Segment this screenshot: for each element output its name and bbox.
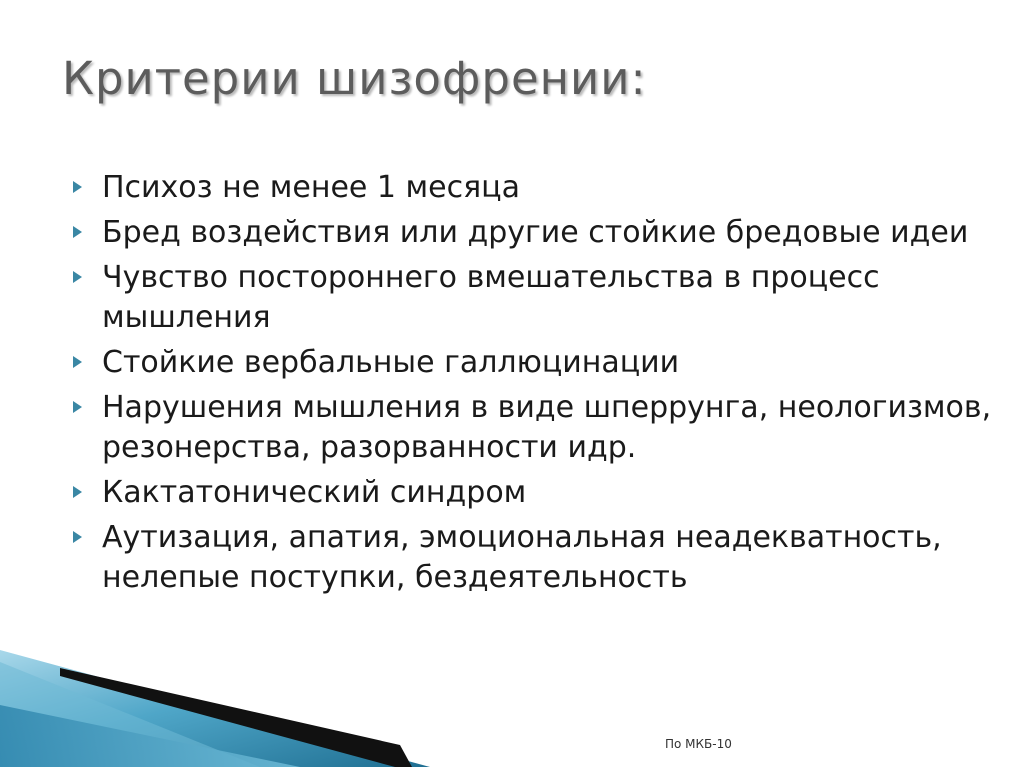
bullet-arrow-icon	[73, 531, 82, 543]
list-item-text: Чувство постороннего вмешательства в процесс мышления	[102, 260, 880, 335]
list-item-text: Психоз не менее 1 месяца	[102, 170, 520, 205]
list-item	[72, 473, 992, 513]
criteria-list	[72, 168, 992, 603]
list-item	[72, 258, 992, 338]
decor-wedge-sheen	[0, 662, 260, 767]
list-item	[72, 213, 992, 253]
list-item-text: Нарушения мышления в виде шперрунга, неологизмов, резонерства, разорванности идр.	[102, 390, 992, 465]
bullet-arrow-icon	[73, 226, 82, 238]
list-item	[72, 518, 992, 598]
bullet-arrow-icon	[73, 401, 82, 413]
list-item	[72, 388, 992, 468]
list-item-text: Бред воздействия или другие стойкие бредовые идеи	[102, 215, 969, 250]
bullet-arrow-icon	[73, 486, 82, 498]
decor-wedge-light	[0, 650, 430, 767]
list-item	[72, 168, 992, 208]
bullet-arrow-icon	[73, 181, 82, 193]
list-item	[72, 343, 992, 383]
bullet-arrow-icon	[73, 271, 82, 283]
slide-title: Критерии шизофрении:	[62, 52, 647, 105]
bullet-arrow-icon	[73, 356, 82, 368]
source-footnote: По МКБ-10	[665, 737, 732, 751]
decor-black-stripe	[60, 668, 412, 767]
list-item-text: Аутизация, апатия, эмоциональная неадекватность, нелепые поступки, бездеятельность	[102, 520, 942, 595]
list-item-text: Кактатонический синдром	[102, 475, 527, 510]
list-item-text: Стойкие вербальные галлюцинации	[102, 345, 680, 380]
decor-wedge-dark	[0, 705, 300, 767]
